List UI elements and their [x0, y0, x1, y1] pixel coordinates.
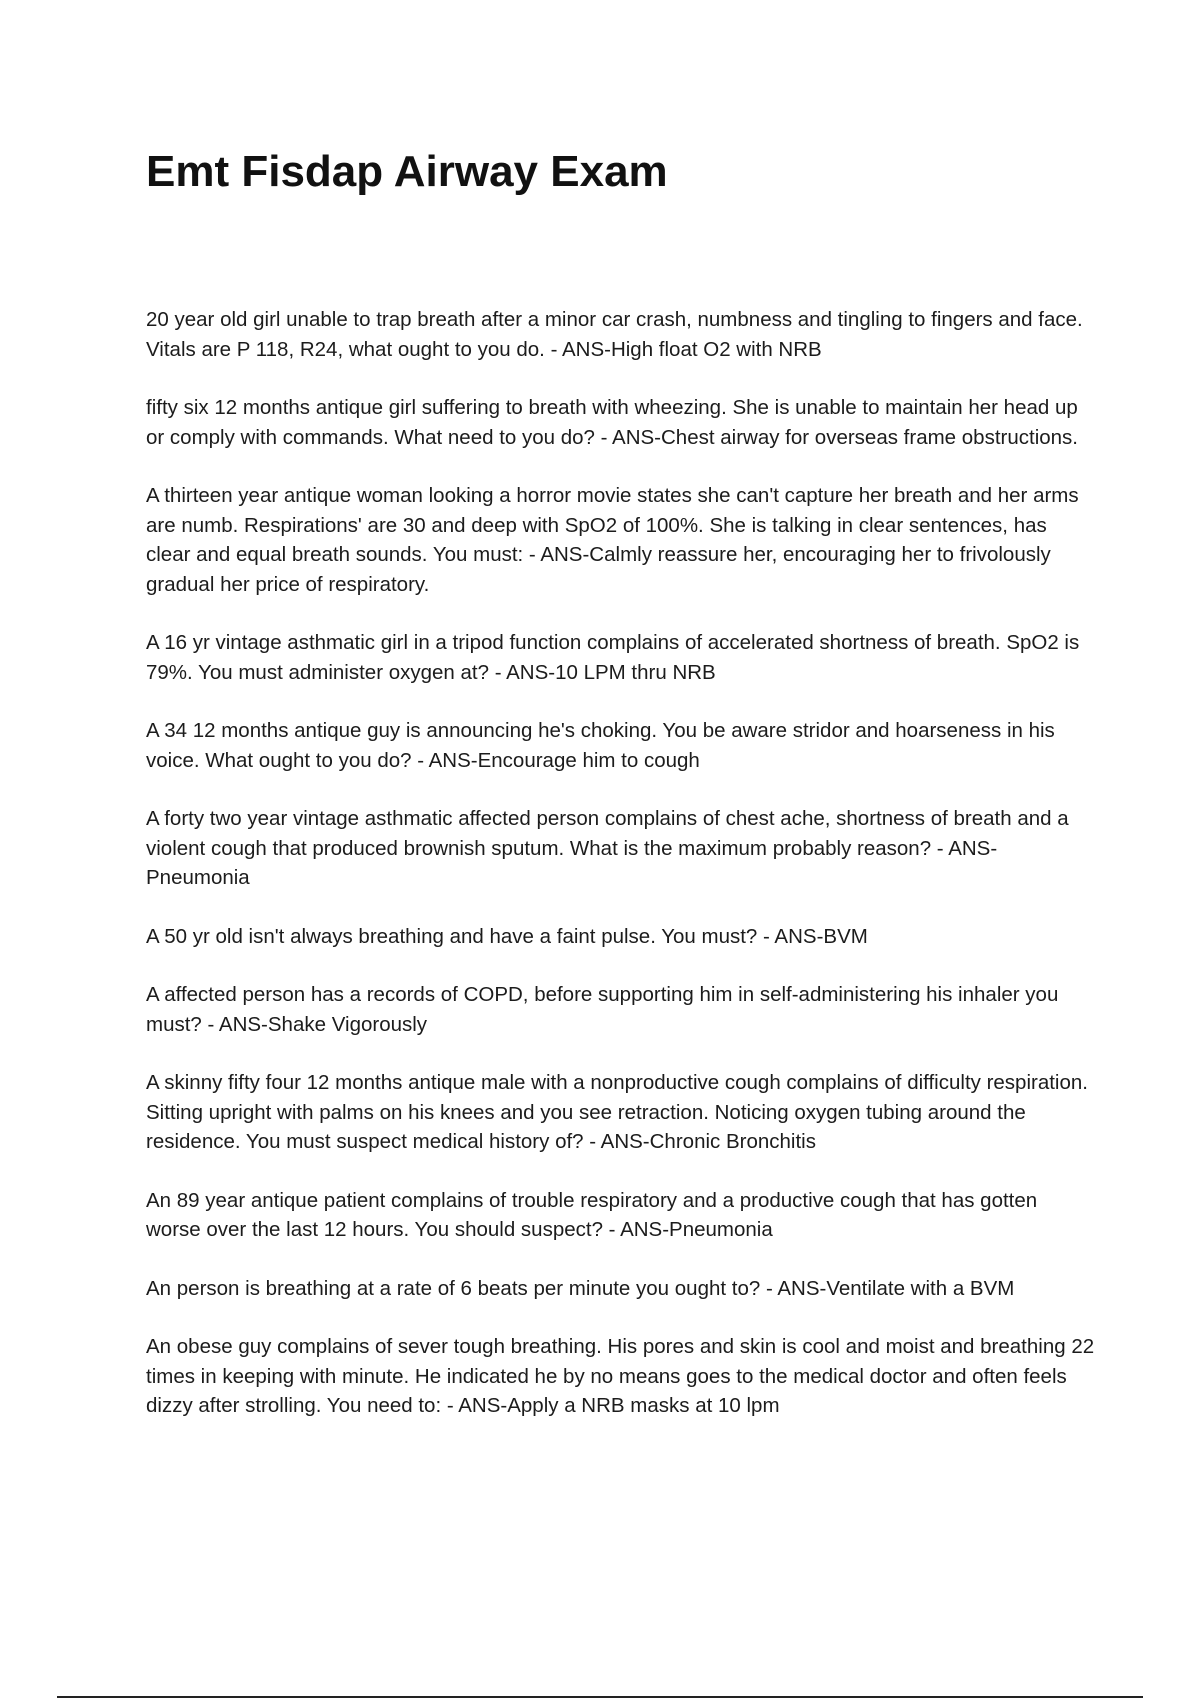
qa-item: A 34 12 months antique guy is announcing he's choking. You be aware stridor and hoarseness in his voice. What ought to you do? - ANS-Encourage him to cough: [146, 719, 1055, 772]
qa-item: A 50 yr old isn't always breathing and have a faint pulse. You must? - ANS-BVM: [146, 924, 868, 948]
qa-item: A 16 yr vintage asthmatic girl in a tripod function complains of accelerated shortness of breath. SpO2 is 79%. You must administer oxygen at? - ANS-10 LPM thru NRB: [146, 631, 1080, 684]
qa-item: fifty six 12 months antique girl suffering to breath with wheezing. She is unable to maintain her head up or comply with commands. What need to you do? - ANS-Chest airway for overseas frame obstructions.: [146, 396, 1078, 449]
qa-item: A forty two year vintage asthmatic affected person complains of chest ache, shortness of breath and a violent cough that produced brownish sputum. What is the maximum probably reason? - ANS-Pneumonia: [146, 807, 1069, 889]
footer-divider: [57, 1696, 1143, 1698]
qa-list: [146, 305, 1096, 1450]
qa-item: A skinny fifty four 12 months antique male with a nonproductive cough complains of difficulty respiration. Sitting upright with palms on his knees and you see retraction. Noticing oxygen tubing around the residence. You must suspect medical history of? - ANS-Chronic Bronchitis: [146, 1071, 1088, 1153]
qa-item: An obese guy complains of sever tough breathing. His pores and skin is cool and moist and breathing 22 times in keeping with minute. He indicated he by no means goes to the medical doctor and often feels dizzy after strolling. You need to: - ANS-Apply a NRB masks at 10 lpm: [146, 1335, 1095, 1417]
qa-item: An person is breathing at a rate of 6 beats per minute you ought to? - ANS-Ventilate with a BVM: [146, 1276, 1015, 1300]
qa-item: An 89 year antique patient complains of trouble respiratory and a productive cough that has gotten worse over the last 12 hours. You should suspect? - ANS-Pneumonia: [146, 1188, 1038, 1241]
document-title: Emt Fisdap Airway Exam: [146, 147, 668, 196]
qa-item: A thirteen year antique woman looking a horror movie states she can't capture her breath and her arms are numb. Respirations' are 30 and deep with SpO2 of 100%. She is talking in clear sentences, has clear and equal breath sounds. You must: - ANS-Calmly reassure her, encouraging her to frivolously gradual her price of respiratory.: [146, 484, 1079, 596]
qa-item: 20 year old girl unable to trap breath after a minor car crash, numbness and tingling to fingers and face. Vitals are P 118, R24, what ought to you do. - ANS-High float O2 with NRB: [146, 308, 1083, 361]
qa-item: A affected person has a records of COPD, before supporting him in self-administering his inhaler you must? - ANS-Shake Vigorously: [146, 983, 1059, 1036]
